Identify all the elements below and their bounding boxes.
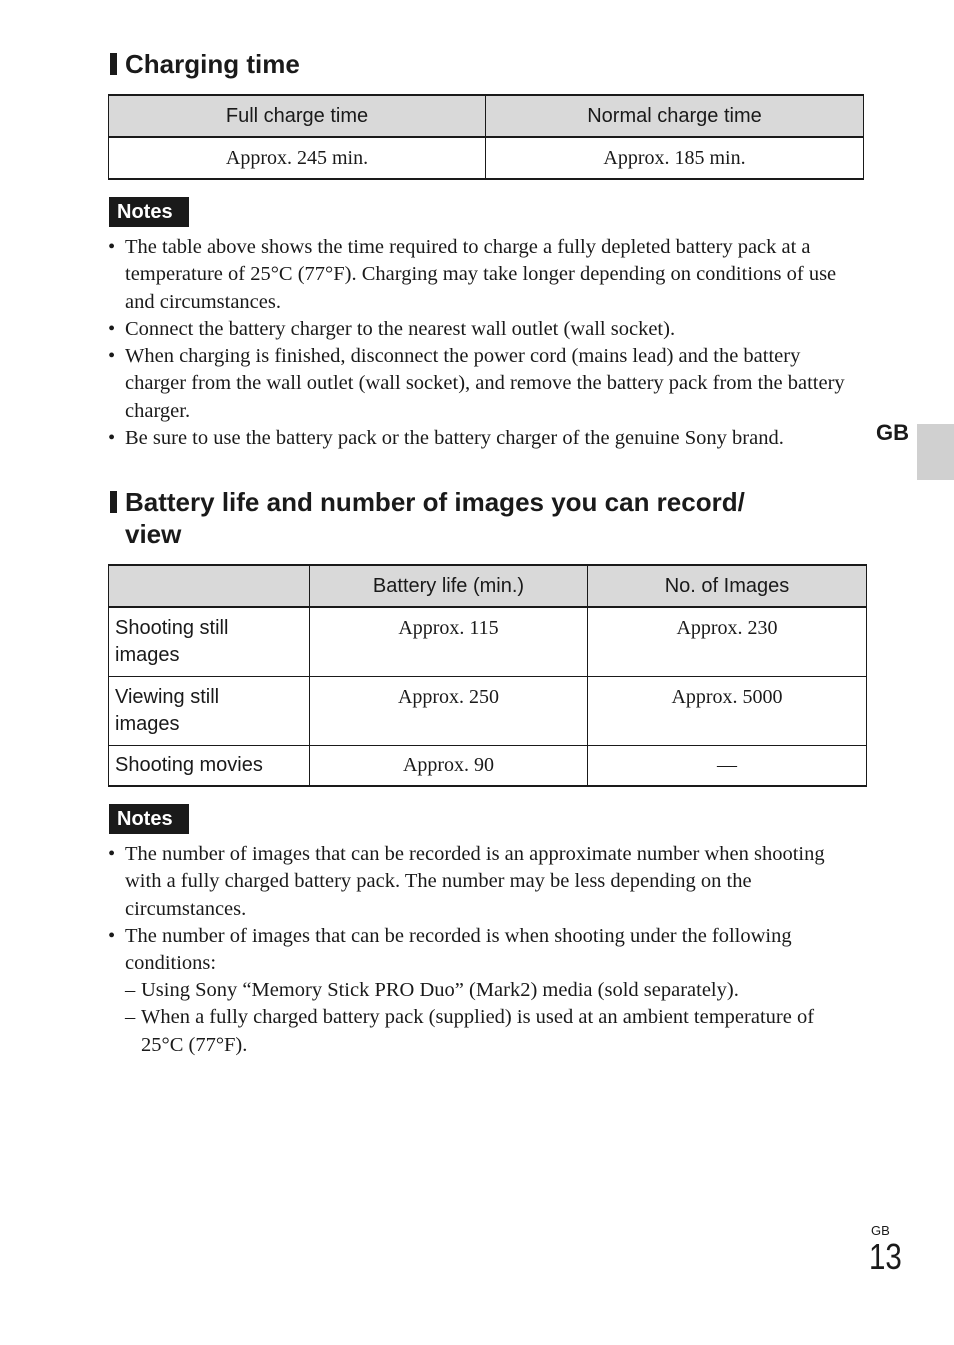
battery-life-table — [108, 564, 867, 787]
sub-list-item: – Using Sony “Memory Stick PRO Duo” (Mark2) media (sold separately). — [125, 977, 860, 1004]
charging-time-table — [108, 94, 864, 180]
table-row — [109, 745, 867, 786]
table-row — [109, 676, 867, 745]
battery-life-title-line1: Battery life and number of images you can record/ — [125, 487, 745, 517]
notes-badge: Notes — [109, 197, 189, 227]
row-label: Shooting movies — [109, 745, 310, 786]
sub-list-item: – When a fully charged battery pack (supplied) is used at an ambient temperature of 25°C (77°F). — [125, 1004, 860, 1059]
page-number: 13 — [869, 1236, 902, 1277]
language-tab — [917, 424, 954, 480]
table-row — [109, 137, 864, 179]
list-item: • The number of images that can be recorded is an approximate number when shooting with a fully charged battery pack. The number may be less depending on the circumstances. — [108, 841, 860, 923]
list-item: • When charging is finished, disconnect the power cord (mains lead) and the battery charger from the wall outlet (wall socket), and remove the battery pack from the battery charger. — [108, 343, 860, 425]
image-count-cell: Approx. 5000 — [588, 676, 867, 745]
battery-life-cell: Approx. 115 — [310, 607, 588, 676]
list-item: • Be sure to use the battery pack or the battery charger of the genuine Sony brand. — [108, 425, 860, 452]
image-count-cell: — — [588, 745, 867, 786]
notes-badge: Notes — [109, 804, 189, 834]
table-cell: Approx. 185 min. — [486, 137, 864, 179]
table-row — [109, 607, 867, 676]
charging-time-title: Charging time — [125, 49, 300, 79]
column-header: Full charge time — [109, 95, 486, 137]
heading-marker — [108, 491, 117, 513]
battery-life-cell: Approx. 90 — [310, 745, 588, 786]
battery-life-cell: Approx. 250 — [310, 676, 588, 745]
page-language-code: GB — [871, 1223, 890, 1238]
battery-notes-list — [108, 841, 860, 977]
battery-life-title-line2: view — [125, 519, 182, 549]
column-header — [109, 565, 310, 607]
column-header: Battery life (min.) — [310, 565, 588, 607]
list-item: • The table above shows the time required to charge a fully depleted battery pack at a temperature of 25°C (77°F). Charging may take longer depending on conditions of use and circumstances. — [108, 234, 860, 316]
list-item: • Connect the battery charger to the nearest wall outlet (wall socket). — [108, 316, 860, 343]
row-label: Shooting still images — [109, 607, 310, 676]
charging-notes-list — [108, 234, 860, 452]
charging-time-heading — [108, 48, 300, 80]
table-cell: Approx. 245 min. — [109, 137, 486, 179]
battery-life-heading — [108, 486, 745, 550]
column-header: No. of Images — [588, 565, 867, 607]
language-tab-label: GB — [876, 420, 909, 445]
heading-marker — [108, 53, 117, 75]
column-header: Normal charge time — [486, 95, 864, 137]
list-item: • The number of images that can be recorded is when shooting under the following conditions: — [108, 923, 860, 978]
image-count-cell: Approx. 230 — [588, 607, 867, 676]
row-label: Viewing still images — [109, 676, 310, 745]
battery-subnotes-list — [125, 977, 860, 1059]
